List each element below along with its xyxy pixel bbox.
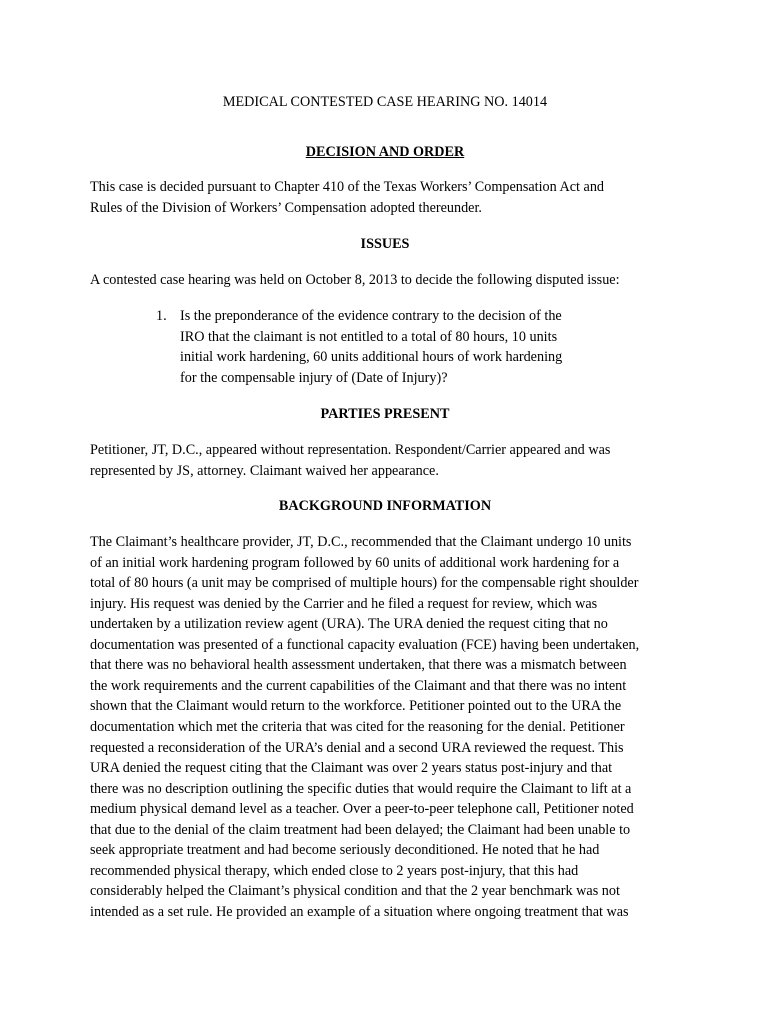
background-line: there was no description outlining the specific duties that would require the Claimant to lift at a <box>90 781 632 797</box>
background-line: recommended physical therapy, which ended close to 2 years post-injury, that this had <box>90 863 579 879</box>
parties-heading: PARTIES PRESENT <box>320 406 450 422</box>
background-line: URA denied the request citing that the Claimant was over 2 years status post-injury and that <box>90 760 613 776</box>
intro-line: Rules of the Division of Workers’ Compensation adopted thereunder. <box>90 200 482 216</box>
background-line: requested a reconsideration of the URA’s denial and a second URA reviewed the request. This <box>90 740 624 756</box>
issue-number: 1. <box>156 308 167 324</box>
issues-intro: A contested case hearing was held on October 8, 2013 to decide the following disputed issue: <box>90 272 620 288</box>
issue-line: initial work hardening, 60 units additional hours of work hardening <box>180 349 563 365</box>
background-line: of an initial work hardening program followed by 60 units of additional work hardening for a <box>90 555 620 571</box>
issue-line: for the compensable injury of (Date of Injury)? <box>180 370 448 386</box>
background-line: considerably helped the Claimant’s physical condition and that the 2 year benchmark was not <box>90 883 620 899</box>
issues-heading: ISSUES <box>360 236 410 252</box>
issue-line: Is the preponderance of the evidence contrary to the decision of the <box>180 308 562 324</box>
background-line: medium physical demand level as a teacher. Over a peer-to-peer telephone call, Petitioner noted <box>90 801 634 817</box>
background-line: shown that the Claimant would return to the workforce. Petitioner pointed out to the URA the <box>90 698 622 714</box>
background-line: intended as a set rule. He provided an example of a situation where ongoing treatment that was <box>90 904 629 920</box>
decision-heading: DECISION AND ORDER <box>305 144 465 160</box>
background-line: documentation which met the criteria that was cited for the reasoning for the denial. Petitioner <box>90 719 625 735</box>
background-line: seek appropriate treatment and had become seriously deconditioned. He noted that he had <box>90 842 600 858</box>
background-line: that there was no behavioral health assessment undertaken, that there was a mismatch between <box>90 657 627 673</box>
parties-line: Petitioner, JT, D.C., appeared without representation. Respondent/Carrier appeared and was <box>90 442 611 458</box>
background-line: the work requirements and the current capabilities of the Claimant and that there was no intent <box>90 678 627 694</box>
background-line: documentation was presented of a functional capacity evaluation (FCE) having been undertaken, <box>90 637 640 653</box>
background-line: injury. His request was denied by the Carrier and he filed a request for review, which was <box>90 596 598 612</box>
background-heading: BACKGROUND INFORMATION <box>278 498 492 514</box>
issue-line: IRO that the claimant is not entitled to a total of 80 hours, 10 units <box>180 329 558 345</box>
background-line: undertaken by a utilization review agent (URA). The URA denied the request citing that no <box>90 616 608 632</box>
intro-line: This case is decided pursuant to Chapter 410 of the Texas Workers’ Compensation Act and <box>90 179 605 195</box>
background-line: total of 80 hours (a unit may be comprised of multiple hours) for the compensable right shoulder <box>90 575 639 591</box>
background-line: The Claimant’s healthcare provider, JT, D.C., recommended that the Claimant undergo 10 units <box>90 534 632 550</box>
parties-line: represented by JS, attorney. Claimant waived her appearance. <box>90 463 439 479</box>
case-title: MEDICAL CONTESTED CASE HEARING NO. 14014 <box>222 94 548 110</box>
background-line: that due to the denial of the claim treatment had been delayed; the Claimant had been unable to <box>90 822 631 838</box>
